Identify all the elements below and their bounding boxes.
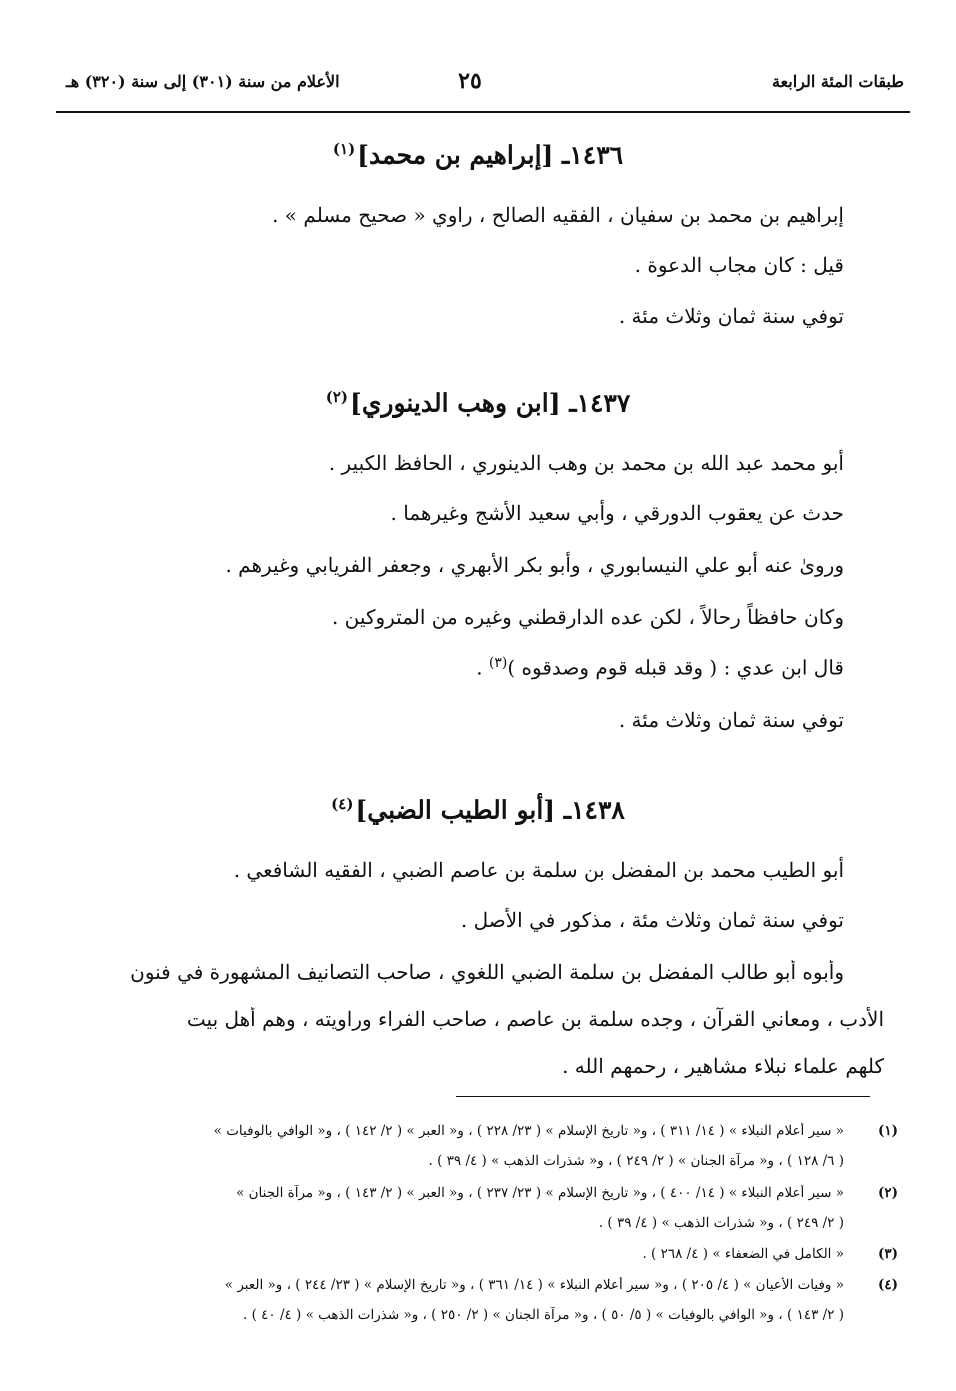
text-line: قيل : كان مجاب الدعوة .: [634, 253, 844, 277]
quote-text: قال ابن عدي : ( وقد قبله قوم وصدقوه ): [507, 655, 844, 680]
text-line: إبراهيم بن محمد بن سفيان ، الفقيه الصالح ، راوي « صحيح مسلم » .: [272, 203, 844, 227]
text-line: وروىٰ عنه أبو علي النيسابوري ، وأبو بكر الأبهري ، وجعفر الفريابي وغيرهم .: [225, 553, 844, 577]
text-line: حدث عن يعقوب الدورقي ، وأبي سعيد الأشج وغيرهما .: [390, 501, 844, 525]
footnote-continuation: ( ٦/ ١٢٨ ) ، و« مرآة الجنان » ( ٢/ ٢٤٩ ) ، و« شذرات الذهب » ( ٤/ ٣٩ ) .: [428, 1153, 844, 1169]
footnote-number: (٣): [877, 1246, 898, 1262]
running-header-range: الأعلام من سنة (٣٠١) إلى سنة (٣٢٠) هـ: [66, 72, 340, 91]
text-line: الأدب ، ومعاني القرآن ، وجده سلمة بن عاصم ، صاحب الفراء وراويته ، وهم أهل بيت: [186, 1007, 884, 1031]
footnote: [54, 1277, 898, 1293]
footnote-ref: (٣): [488, 655, 508, 671]
footnote: [54, 1123, 898, 1139]
text-line: كلهم علماء نبلاء مشاهير ، رحمهم الله .: [562, 1054, 884, 1078]
text-line: أبو الطيب محمد بن المفضل بن سلمة بن عاصم الضبي ، الفقيه الشافعي .: [233, 858, 844, 882]
text-line: [476, 655, 844, 680]
text-line: توفي سنة ثمان وثلاث مئة ، مذكور في الأصل .: [460, 908, 844, 932]
text-line: توفي سنة ثمان وثلاث مئة .: [618, 304, 844, 328]
entry-title-text: ١٤٣٨ـ [أبو الطيب الضبي]: [355, 795, 625, 825]
text-line: توفي سنة ثمان وثلاث مئة .: [618, 708, 844, 732]
footnote-text: « سير أعلام النبلاء » ( ١٤/ ٣١١ ) ، و« تاريخ الإسلام » ( ٢٣/ ٢٢٨ ) ، و« العبر » ( ٢/ ١٤٢ ) ، و« الوافي بالوفيات »: [213, 1123, 844, 1139]
footnote-number: (١): [877, 1123, 898, 1139]
footnote-number: (٢): [877, 1185, 898, 1201]
line-tail: .: [476, 655, 489, 680]
text-line: وكان حافظاً رحالاً ، لكن عده الدارقطني وغيره من المتروكين .: [331, 605, 844, 629]
page-number: ٢٥: [458, 68, 482, 94]
entry-title-text: ١٤٣٧ـ [ابن وهب الدينوري]: [349, 388, 631, 418]
footnote-number: (٤): [877, 1277, 898, 1293]
footnote-text: « وفيات الأعيان » ( ٤/ ٢٠٥ ) ، و« سير أعلام النبلاء » ( ١٤/ ٣٦١ ) ، و« تاريخ الإسلام » ( ٢٣/ ٢٤٤ ) ، و« العبر »: [224, 1277, 844, 1293]
header-rule: [56, 111, 910, 113]
footnote-text: « سير أعلام النبلاء » ( ١٤/ ٤٠٠ ) ، و« تاريخ الإسلام » ( ٢٣/ ٢٣٧ ) ، و« العبر » ( ٢/ ١٤٣ ) ، و« مرآة الجنان »: [236, 1185, 844, 1201]
footnote-ref: (٤): [331, 795, 354, 813]
footnote: [54, 1185, 898, 1201]
text-line: أبو محمد عبد الله بن محمد بن وهب الدينوري ، الحافظ الكبير .: [328, 451, 844, 475]
entry-title: [60, 140, 896, 169]
footnote-continuation: ( ٢/ ١٤٣ ) ، و« الوافي بالوفيات » ( ٥/ ٥٠ ) ، و« مرآة الجنان » ( ٢/ ٢٥٠ ) ، و« شذرات الذهب » ( ٤/ ٤٠ ) .: [243, 1307, 844, 1323]
footnote-ref: (٢): [325, 388, 348, 406]
footnote-continuation: ( ٢/ ٢٤٩ ) ، و« شذرات الذهب » ( ٤/ ٣٩ ) .: [598, 1215, 844, 1231]
footnote-ref: (١): [332, 140, 356, 158]
text-line: وأبوه أبو طالب المفضل بن سلمة الضبي اللغوي ، صاحب التصانيف المشهورة في فنون: [130, 960, 844, 984]
entry-title-text: ١٤٣٦ـ [إبراهيم بن محمد]: [357, 140, 624, 170]
entry-title: [60, 388, 896, 417]
running-header-title: طبقات المئة الرابعة: [771, 72, 904, 91]
footnote: [54, 1246, 898, 1262]
footnote-rule: [456, 1096, 870, 1097]
footnote-text: « الكامل في الضعفاء » ( ٤/ ٢٦٨ ) .: [642, 1246, 844, 1262]
entry-title: [60, 795, 896, 824]
